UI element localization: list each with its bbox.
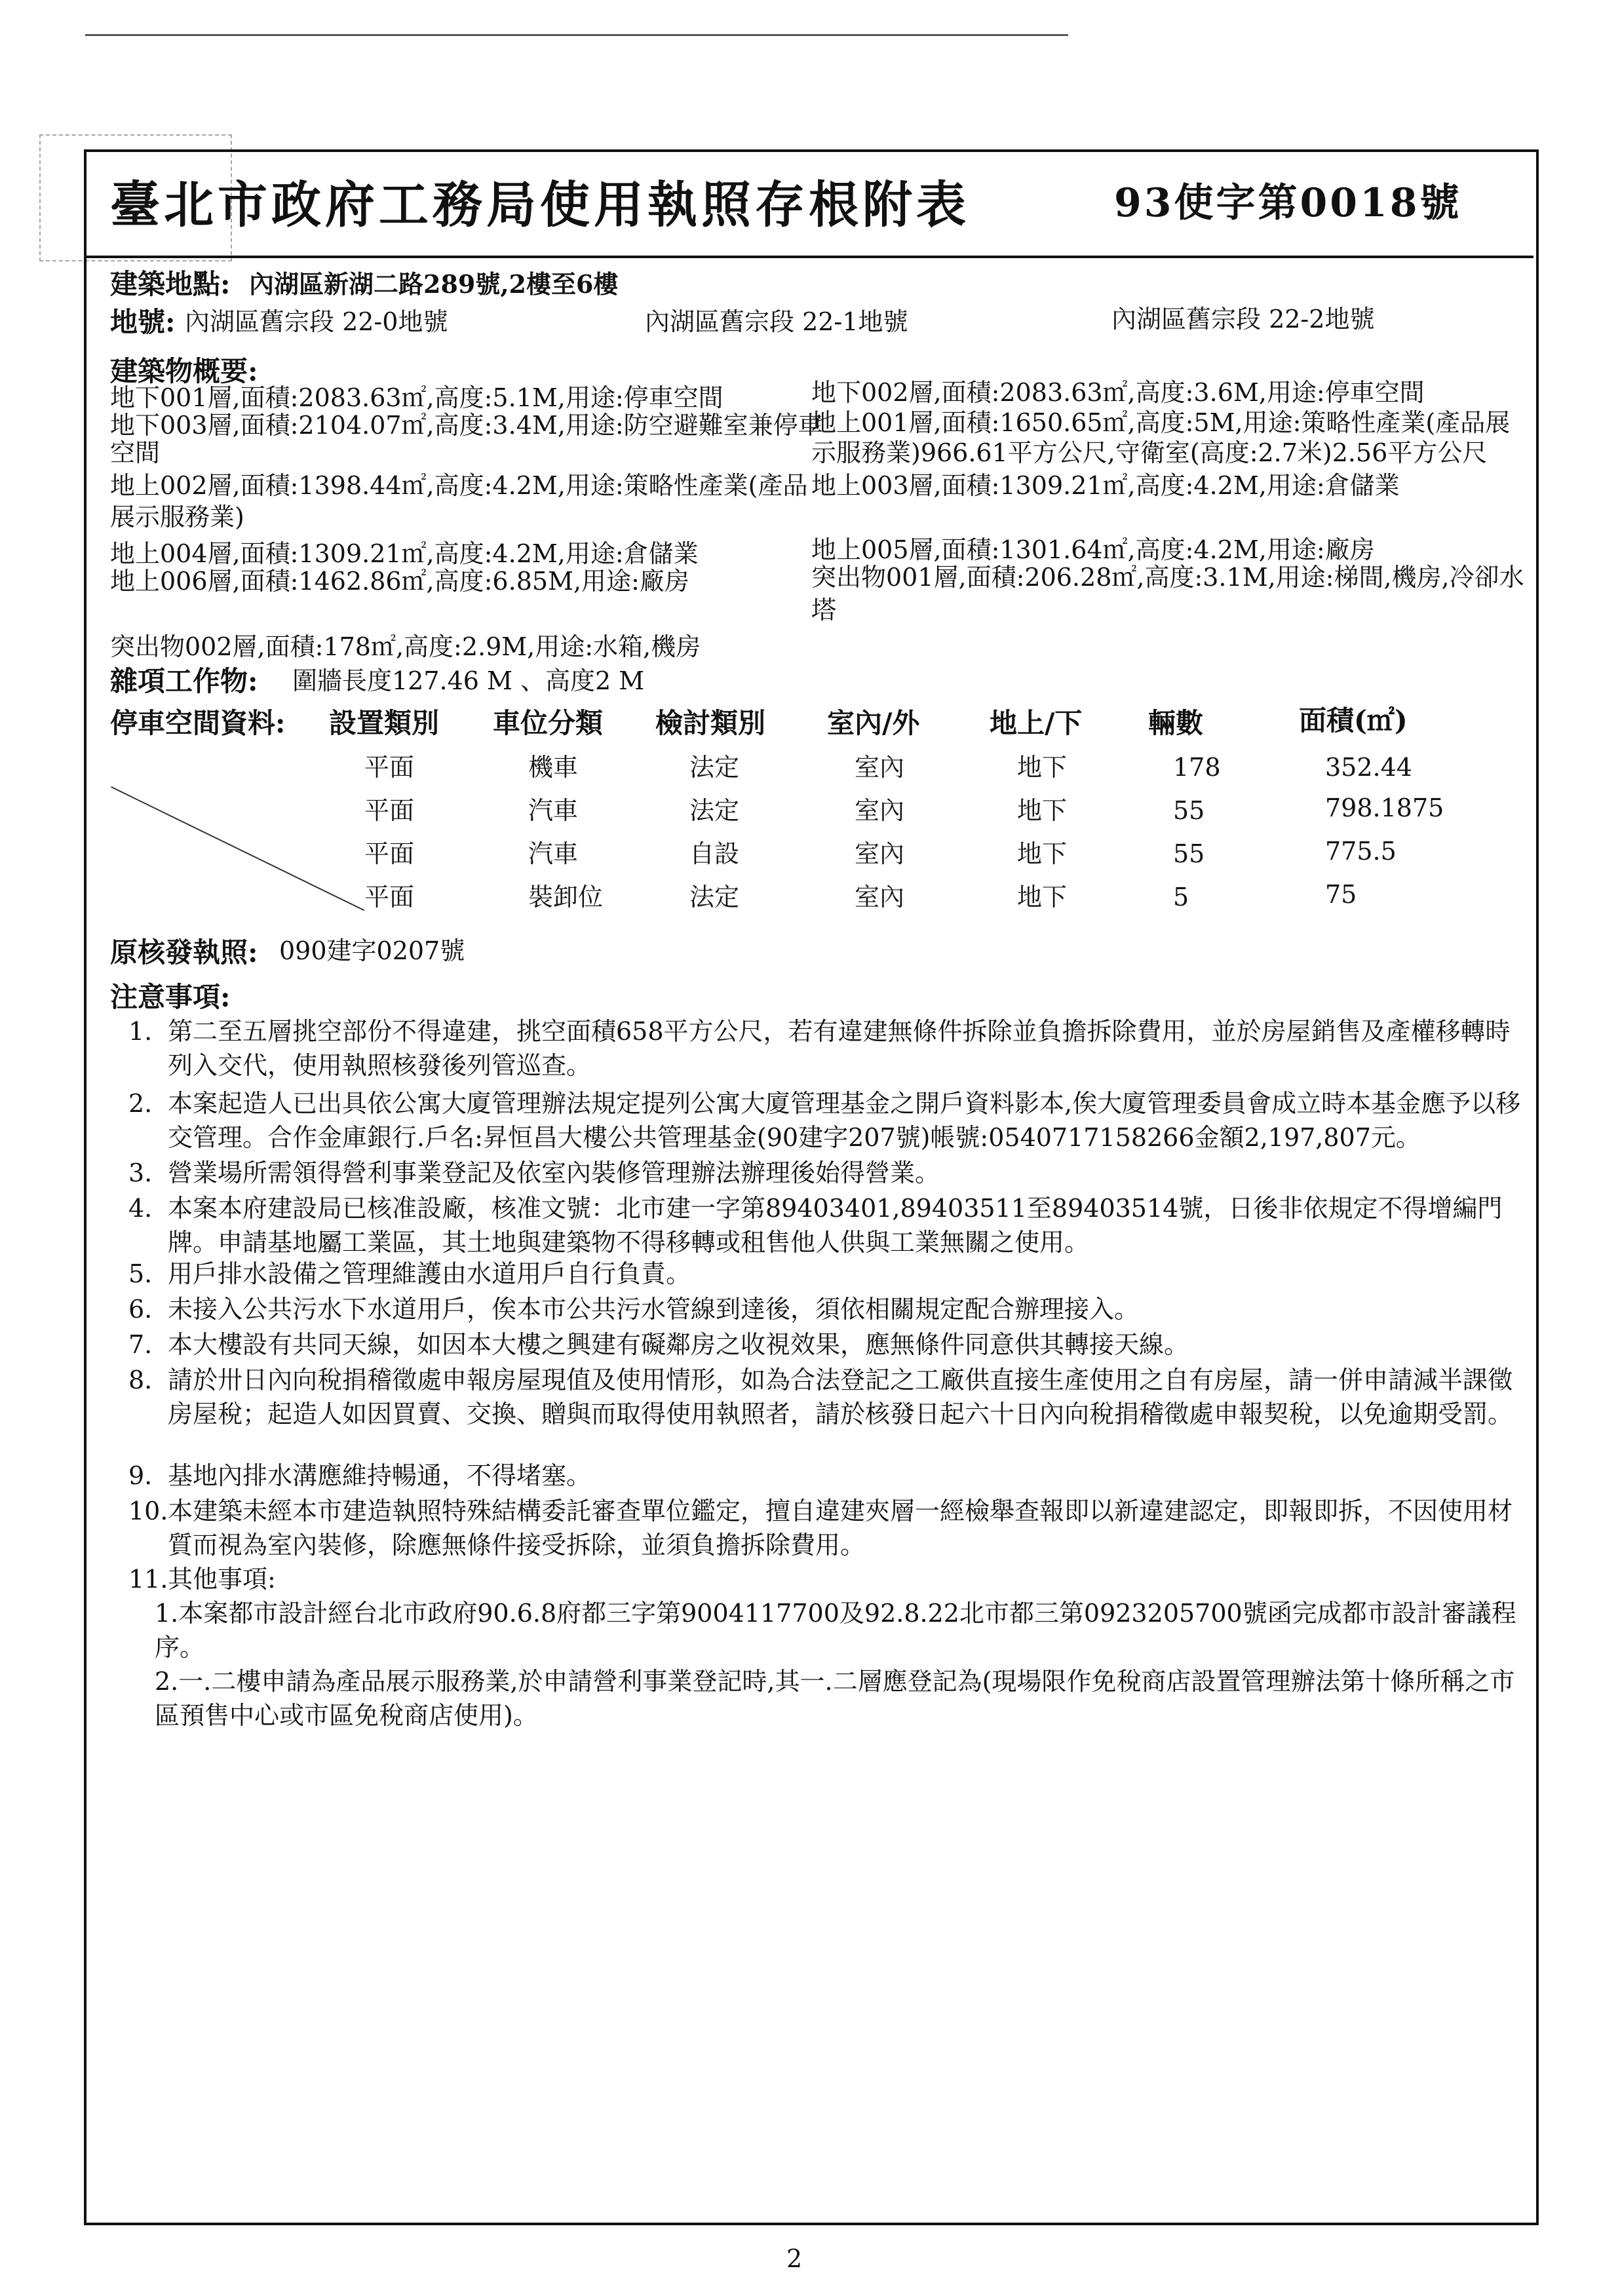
address-label: 建築地點: [110, 268, 231, 300]
parking-cell: 178 [1173, 753, 1221, 782]
parking-cell: 平面 [364, 796, 415, 825]
header-divider [87, 256, 1533, 258]
parking-header: 室內/外 [827, 707, 920, 739]
note-text: 本大樓設有共同天線，如因本大樓之興建有礙鄰房之收視效果，應無條件同意供其轉接天線。 [168, 1330, 1189, 1359]
notes-label: 注意事項: [110, 981, 231, 1013]
parking-cell: 平面 [364, 883, 415, 911]
parking-cell: 地下 [1017, 883, 1068, 911]
parking-header: 檢討類別 [655, 707, 766, 739]
parking-header: 輛數 [1148, 707, 1204, 739]
parking-cell: 室內 [855, 753, 905, 782]
note-number: 11. [128, 1565, 168, 1594]
floor-entry: 地下001層,面積:2083.63㎡,高度:5.1M,用途:停車空間 [110, 383, 723, 412]
parking-cell: 地下 [1017, 796, 1068, 825]
parking-cell: 室內 [855, 883, 905, 911]
floor-entry: 地下003層,面積:2104.07㎡,高度:3.4M,用途:防空避難室兼停車 [110, 411, 823, 440]
note-number: 10. [128, 1497, 168, 1525]
floor-entry: 地上001層,面積:1650.65㎡,高度:5M,用途:策略性產業(產品展 [811, 408, 1511, 437]
note-number: 1. [128, 1017, 153, 1046]
parking-header: 地上/下 [990, 707, 1083, 739]
note-text: 本案起造人已出具依公寓大廈管理辦法規定提列公寓大廈管理基金之開戶資料影本,俟大廈管理委員會成立時本基金應予以移交管理。合作金庫銀行.戶名:昇恒昌大樓公共管理基金(90建字207號)帳號:0540717158266金額2,197,807元。 [168, 1089, 1521, 1153]
floor-entry: 地上002層,面積:1398.44㎡,高度:4.2M,用途:策略性產業(產品 [110, 471, 808, 500]
floor-entry: 示服務業)966.61平方公尺,守衛室(高度:2.7米)2.56平方公尺 [811, 438, 1488, 467]
floor-entry: 突出物001層,面積:206.28㎡,高度:3.1M,用途:梯間,機房,冷卻水 [811, 563, 1524, 592]
parking-header: 車位分類 [493, 707, 604, 739]
parking-cell: 法定 [689, 883, 740, 911]
parking-cell: 機車 [528, 753, 579, 782]
lot-number: 內湖區舊宗段 22-1地號 [645, 307, 908, 336]
parking-cell: 352.44 [1325, 753, 1412, 782]
parking-cell: 775.5 [1325, 837, 1397, 866]
parking-label: 停車空間資料: [110, 707, 286, 739]
parking-cell: 地下 [1017, 839, 1068, 868]
parking-cell: 室內 [855, 839, 905, 868]
note-item [128, 1156, 1524, 1190]
parking-cell: 5 [1173, 883, 1189, 911]
note-number: 8. [128, 1366, 153, 1394]
note-item [128, 1191, 1524, 1260]
note-number: 4. [128, 1194, 153, 1223]
page-number: 2 [786, 2244, 803, 2273]
note-item [128, 1257, 1524, 1291]
note-item [128, 1494, 1524, 1563]
lot-label: 地號: [110, 306, 176, 338]
note-number: 2. [128, 1089, 153, 1118]
floor-entry: 突出物002層,面積:178㎡,高度:2.9M,用途:水箱,機房 [110, 632, 701, 661]
lot-number: 內湖區舊宗段 22-2地號 [1111, 305, 1375, 334]
address-value: 內湖區新湖二路289號,2樓至6樓 [249, 269, 619, 299]
floor-entry: 地下002層,面積:2083.63㎡,高度:3.6M,用途:停車空間 [811, 378, 1425, 407]
note-number: 9. [128, 1461, 153, 1490]
note-number: 3. [128, 1158, 153, 1187]
note-text: 用戶排水設備之管理維護由水道用戶自行負責。 [168, 1259, 691, 1288]
note-item [128, 1459, 1524, 1493]
floor-entry: 展示服務業) [110, 503, 244, 531]
note-text: 其他事項: [168, 1565, 276, 1594]
parking-cell: 平面 [364, 839, 415, 868]
original-permit-value: 090建字0207號 [279, 936, 465, 965]
parking-cell: 55 [1173, 796, 1205, 825]
floor-entry: 地上003層,面積:1309.21㎡,高度:4.2M,用途:倉儲業 [811, 471, 1400, 500]
parking-cell: 汽車 [528, 839, 579, 868]
lot-number: 內湖區舊宗段 22-0地號 [185, 307, 448, 336]
note-text: 本案本府建設局已核准設廠，核准文號：北市建一字第89403401,89403511至89403514號，日後非依規定不得增編門牌。申請基地屬工業區，其土地與建築物不得移轉或租售他人供與工業無關之使用。 [168, 1194, 1503, 1257]
misc-value: 圍牆長度127.46 M 、高度2 M [292, 666, 645, 695]
note-item [128, 1086, 1524, 1155]
note-text: 營業場所需領得營利事業登記及依室內裝修管理辦法辦理後始得營業。 [168, 1158, 940, 1187]
parking-cell: 裝卸位 [528, 883, 604, 911]
parking-header: 面積(㎡) [1299, 704, 1408, 737]
parking-cell: 平面 [364, 753, 415, 782]
floor-entry: 塔 [811, 596, 837, 624]
parking-cell: 法定 [689, 753, 740, 782]
floor-entry: 地上004層,面積:1309.21㎡,高度:4.2M,用途:倉儲業 [110, 539, 699, 568]
note-item [128, 1292, 1524, 1326]
parking-cell: 55 [1173, 839, 1205, 868]
parking-cell: 798.1875 [1325, 794, 1444, 822]
other-item: 2.一.二樓申請為產品展示服務業,於申請營利事業登記時,其一.二層應登記為(現場限作免稅商店設置管理辦法第十條所稱之市區預售中心或市區免稅商店使用)。 [155, 1667, 1515, 1731]
note-text: 本建築未經本市建造執照特殊結構委託審查單位鑑定，擅自違建夾層一經檢舉查報即以新違建認定，即報即拆，不因使用材質而視為室內裝修，除應無條件接受拆除，並須負擔拆除費用。 [168, 1497, 1513, 1560]
document-number: 93使字第0018號 [1114, 180, 1462, 226]
note-number: 6. [128, 1295, 153, 1324]
other-item: 1.本案都市設計經台北市政府90.6.8府都三字第9004117700及92.8.22北市都三第0923205700號函完成都市設計審議程序。 [155, 1599, 1516, 1662]
parking-cell: 75 [1325, 880, 1357, 909]
page-title: 臺北市政府工務局使用執照存根附表 [110, 176, 970, 234]
note-item [128, 1363, 1524, 1432]
scan-top-rule [85, 34, 1068, 36]
note-item [128, 1328, 1524, 1362]
original-permit-label: 原核發執照: [110, 936, 258, 968]
note-text: 基地內排水溝應維持暢通，不得堵塞。 [168, 1461, 592, 1490]
parking-cell: 室內 [855, 796, 905, 825]
parking-cell: 自設 [689, 839, 740, 868]
note-item [128, 1562, 1524, 1596]
floor-entry: 地上006層,面積:1462.86㎡,高度:6.85M,用途:廠房 [110, 567, 689, 596]
note-number: 5. [128, 1259, 153, 1288]
note-text: 未接入公共污水下水道用戶，俟本市公共污水管線到達後，須依相關規定配合辦理接入。 [168, 1295, 1140, 1324]
floor-entry: 地上005層,面積:1301.64㎡,高度:4.2M,用途:廠房 [811, 535, 1375, 564]
parking-header: 設置類別 [329, 707, 440, 739]
note-text: 第二至五層挑空部份不得違建，挑空面積658平方公尺，若有違建無條件拆除並負擔拆除費用，並於房屋銷售及產權移轉時列入交代，使用執照核發後列管巡查。 [168, 1017, 1511, 1081]
note-number: 7. [128, 1330, 153, 1359]
overview-label: 建築物概要: [110, 355, 258, 387]
parking-cell: 法定 [689, 796, 740, 825]
parking-cell: 汽車 [528, 796, 579, 825]
note-text: 請於卅日內向稅捐稽徵處申報房屋現值及使用情形，如為合法登記之工廠供直接生產使用之自有房屋，請一併申請減半課徵房屋稅；起造人如因買賣、交換、贈與而取得使用執照者，請於核發日起六十日內向稅捐稽徵處申報契稅，以免逾期受罰。 [168, 1366, 1513, 1429]
misc-label: 雜項工作物: [110, 665, 258, 697]
parking-cell: 地下 [1017, 753, 1068, 782]
note-item [128, 1014, 1524, 1083]
floor-entry: 空間 [110, 438, 161, 467]
